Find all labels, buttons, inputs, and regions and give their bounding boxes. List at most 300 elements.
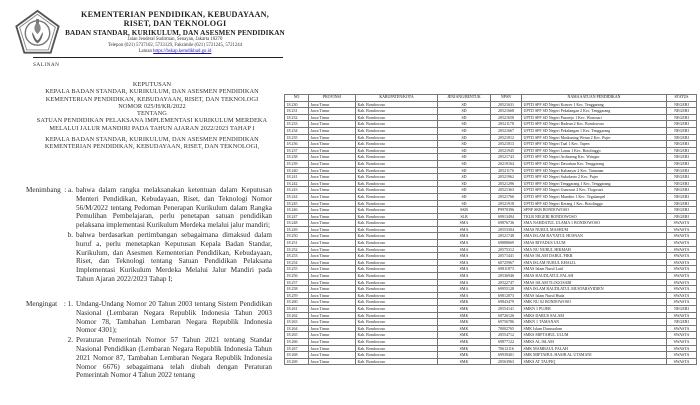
cell-provinsi: Jawa Timur bbox=[309, 167, 356, 174]
cell-status: SWASTA bbox=[667, 345, 697, 352]
tut-wuri-handayani-logo bbox=[14, 9, 61, 57]
cell-kabupaten: Kab. Bondowoso bbox=[356, 312, 438, 319]
table-row bbox=[285, 312, 697, 319]
item-marker: 2. bbox=[67, 336, 73, 345]
cell-jenjang: SMA bbox=[438, 240, 491, 247]
item-text: Peraturan Pemerintah Nomor 57 Tahun 2021 tentang Standar Nasional Pendidikan (Lembaran Negara Republik Indonesia Tahun 2021 Nomor 87, Tambahan Lembaran Negara Republik Indonesia Nomor 6676) sebagaimana telah diubah dengan Peraturan Pemerintah Nomor 4 Tahun 2022 tentang bbox=[76, 336, 272, 380]
agency-website-line bbox=[60, 49, 290, 55]
cell-status: NEGERI bbox=[667, 141, 697, 148]
cell-npsn: 20536946 bbox=[491, 273, 522, 280]
cell-status: NEGERI bbox=[667, 306, 697, 313]
cell-no: 18.245 bbox=[285, 200, 309, 207]
cell-jenjang: SMA bbox=[438, 246, 491, 253]
table-row bbox=[285, 253, 697, 260]
cell-provinsi: Jawa Timur bbox=[309, 259, 356, 266]
cell-jenjang: SD bbox=[438, 193, 491, 200]
cell-nama: TKLB NEGERI BONDOWOSO bbox=[522, 213, 667, 220]
cell-npsn: 20554141 bbox=[491, 306, 522, 313]
cell-npsn: 60725967 bbox=[491, 259, 522, 266]
cell-no: 18.232 bbox=[285, 114, 309, 121]
cell-no: 18.266 bbox=[285, 338, 309, 345]
cell-npsn: 20554712 bbox=[491, 332, 522, 339]
cell-nama: SMA ISLAM RAUDLATUL MUSTARSYIDIEN bbox=[522, 286, 667, 293]
table-row bbox=[285, 160, 697, 167]
cell-no: 18.234 bbox=[285, 127, 309, 134]
agency-address: Jalan Jenderal Sudirman, Senayan, Jakarta 10270 bbox=[127, 37, 223, 43]
decree-title-line: KEPUTUSAN bbox=[132, 81, 172, 88]
cell-status: NEGERI bbox=[667, 193, 697, 200]
table-row bbox=[285, 108, 697, 115]
item-text: bahwa dalam rangka melaksanakan ketentuan dalam Keputusan Menteri Pendidikan, Kebudayaan, Riset, dan Teknologi Nomor 56/M/2022 tentang Pedoman Penerapan Kurikulum dalam Rangka Pemulihan Pembelajaran, perlu penetapan satuan pendidikan pelaksana implementasi Kurikulum Merdeka melalui jalur mandiri; bbox=[76, 186, 272, 230]
menimbang-items bbox=[60, 186, 272, 285]
table-header-cell: PROVINSI bbox=[309, 95, 356, 102]
cell-provinsi: Jawa Timur bbox=[309, 108, 356, 115]
cell-provinsi: Jawa Timur bbox=[309, 306, 356, 313]
letterhead-divider bbox=[33, 57, 283, 58]
cell-kabupaten: Kab. Bondowoso bbox=[356, 299, 438, 306]
cell-status: NEGERI bbox=[667, 134, 697, 141]
decree-opening-line: KEMENTERIAN PENDIDIKAN, KEBUDAYAAN, RISET, DAN TEKNOLOGI, bbox=[44, 143, 260, 151]
cell-kabupaten: Kab. Bondowoso bbox=[356, 338, 438, 345]
cell-kabupaten: Kab. Bondowoso bbox=[356, 147, 438, 154]
table-row bbox=[285, 286, 697, 293]
cell-kabupaten: Kab. Bondowoso bbox=[356, 101, 438, 108]
cell-kabupaten: Kab. Bondowoso bbox=[356, 273, 438, 280]
cell-status: NEGERI bbox=[667, 213, 697, 220]
cell-npsn: 69888669 bbox=[491, 240, 522, 247]
cell-no: 18.243 bbox=[285, 187, 309, 194]
table-row bbox=[285, 306, 697, 313]
cell-provinsi: Jawa Timur bbox=[309, 121, 356, 128]
cell-jenjang: SMA bbox=[438, 259, 491, 266]
cell-npsn: 20521363 bbox=[491, 187, 522, 194]
cell-no: 18.236 bbox=[285, 141, 309, 148]
letterhead bbox=[60, 10, 290, 55]
cell-npsn: 20521658 bbox=[491, 114, 522, 121]
decree-title-line: KEPALA BADAN STANDAR, KURIKULUM, DAN ASESMEN PENDIDIKAN bbox=[45, 88, 259, 96]
cell-npsn: 20521812 bbox=[491, 134, 522, 141]
cell-kabupaten: Kab. Bondowoso bbox=[356, 174, 438, 181]
cell-no: 18.246 bbox=[285, 207, 309, 214]
cell-status: SWASTA bbox=[667, 352, 697, 359]
cell-status: SWASTA bbox=[667, 358, 697, 365]
cell-no: 18.251 bbox=[285, 240, 309, 247]
cell-no: 18.231 bbox=[285, 108, 309, 115]
cell-nama: UPTD SPF SD Negeri Kalianyar 2 Kec. Tamanan bbox=[522, 167, 667, 174]
cell-provinsi: Jawa Timur bbox=[309, 292, 356, 299]
cell-nama: SMK MIFTAHUL HASIB AL UTSMANI bbox=[522, 352, 667, 359]
cell-jenjang: SMK bbox=[438, 338, 491, 345]
table-row bbox=[285, 319, 697, 326]
cell-jenjang: SKB bbox=[438, 207, 491, 214]
cell-npsn: 20575312 bbox=[491, 246, 522, 253]
cell-status: NEGERI bbox=[667, 167, 697, 174]
cell-nama: SMAS ISLAM TLOGOSARI bbox=[522, 279, 667, 286]
cell-npsn: 20521668 bbox=[491, 108, 522, 115]
table-row bbox=[285, 154, 697, 161]
cell-jenjang: SMK bbox=[438, 352, 491, 359]
cell-jenjang: SD bbox=[438, 127, 491, 134]
cell-kabupaten: Kab. Bondowoso bbox=[356, 325, 438, 332]
cell-status: NEGERI bbox=[667, 319, 697, 326]
decree-title-line: NOMOR 025/H/KR/2022 bbox=[118, 102, 186, 110]
cell-status: SWASTA bbox=[667, 233, 697, 240]
cell-jenjang: SMK bbox=[438, 332, 491, 339]
cell-kabupaten: Kab. Bondowoso bbox=[356, 180, 438, 187]
cell-provinsi: Jawa Timur bbox=[309, 338, 356, 345]
cell-kabupaten: Kab. Bondowoso bbox=[356, 319, 438, 326]
cell-jenjang: SMA bbox=[438, 292, 491, 299]
cell-nama: UPTD SPF SD Negeri Pekalangan 1 Kec. Tenggarang bbox=[522, 127, 667, 134]
table-row bbox=[285, 292, 697, 299]
ministry-name-line1: KEMENTERIAN PENDIDIKAN, KEBUDAYAAN, bbox=[81, 10, 269, 19]
cell-provinsi: Jawa Timur bbox=[309, 114, 356, 121]
table-row bbox=[285, 246, 697, 253]
cell-status: SWASTA bbox=[667, 338, 697, 345]
cell-provinsi: Jawa Timur bbox=[309, 253, 356, 260]
attachment-table-page bbox=[284, 94, 696, 365]
mengingat-label: Mengingat bbox=[26, 300, 58, 308]
table-row bbox=[285, 147, 697, 154]
cell-npsn: 69939401 bbox=[491, 352, 522, 359]
salinan-label: SALINAN bbox=[33, 62, 60, 68]
cell-nama: SMA ISLAM RA'YATUL HUSNAN bbox=[522, 233, 667, 240]
cell-no: 18.258 bbox=[285, 286, 309, 293]
cell-npsn: 20521176 bbox=[491, 167, 522, 174]
website-link[interactable]: https://bskap.kemdikbud.go.id bbox=[153, 49, 212, 55]
table-row bbox=[285, 200, 697, 207]
cell-kabupaten: Kab. Bondowoso bbox=[356, 332, 438, 339]
cell-npsn: 20521813 bbox=[491, 141, 522, 148]
cell-npsn: 20219164 bbox=[491, 160, 522, 167]
cell-status: SWASTA bbox=[667, 325, 697, 332]
cell-kabupaten: Kab. Bondowoso bbox=[356, 207, 438, 214]
cell-jenjang: SD bbox=[438, 114, 491, 121]
cell-nama: SMKN 1 TAMANAN bbox=[522, 319, 667, 326]
table-row bbox=[285, 338, 697, 345]
cell-npsn: 20521945 bbox=[491, 147, 522, 154]
cell-kabupaten: Kab. Bondowoso bbox=[356, 127, 438, 134]
cell-npsn: 20563963 bbox=[491, 358, 522, 365]
cell-provinsi: Jawa Timur bbox=[309, 101, 356, 108]
cell-provinsi: Jawa Timur bbox=[309, 319, 356, 326]
cell-npsn: 20553304 bbox=[491, 226, 522, 233]
cell-no: 18.256 bbox=[285, 273, 309, 280]
cell-kabupaten: Kab. Bondowoso bbox=[356, 200, 438, 207]
cell-provinsi: Jawa Timur bbox=[309, 200, 356, 207]
cell-provinsi: Jawa Timur bbox=[309, 147, 356, 154]
cell-provinsi: Jawa Timur bbox=[309, 134, 356, 141]
cell-status: SWASTA bbox=[667, 312, 697, 319]
cell-status: NEGERI bbox=[667, 121, 697, 128]
mengingat-item bbox=[60, 336, 272, 380]
cell-provinsi: Jawa Timur bbox=[309, 193, 356, 200]
cell-kabupaten: Kab. Bondowoso bbox=[356, 233, 438, 240]
table-row bbox=[285, 101, 697, 108]
cell-jenjang: SMA bbox=[438, 226, 491, 233]
cell-jenjang: SMA bbox=[438, 220, 491, 227]
menimbang-section bbox=[26, 186, 272, 285]
cell-provinsi: Jawa Timur bbox=[309, 352, 356, 359]
cell-npsn: 20521743 bbox=[491, 154, 522, 161]
cell-kabupaten: Kab. Bondowoso bbox=[356, 286, 438, 293]
cell-no: 18.252 bbox=[285, 246, 309, 253]
cell-no: 18.233 bbox=[285, 121, 309, 128]
table-row bbox=[285, 180, 697, 187]
cell-no: 18.237 bbox=[285, 147, 309, 154]
table-row bbox=[285, 266, 697, 273]
table-row bbox=[285, 226, 697, 233]
cell-no: 18.241 bbox=[285, 174, 309, 181]
cell-provinsi: Jawa Timur bbox=[309, 358, 356, 365]
cell-kabupaten: Kab. Bondowoso bbox=[356, 226, 438, 233]
cell-no: 18.247 bbox=[285, 213, 309, 220]
cell-npsn: 20521631 bbox=[491, 101, 522, 108]
cell-no: 18.262 bbox=[285, 312, 309, 319]
cell-status: NEGERI bbox=[667, 200, 697, 207]
cell-no: 18.238 bbox=[285, 154, 309, 161]
cell-no: 18.239 bbox=[285, 160, 309, 167]
cell-no: 18.242 bbox=[285, 180, 309, 187]
table-row bbox=[285, 240, 697, 247]
cell-npsn: 69876736 bbox=[491, 220, 522, 227]
mengingat-items bbox=[60, 300, 272, 381]
cell-npsn: 69726126 bbox=[491, 312, 522, 319]
cell-status: SWASTA bbox=[667, 266, 697, 273]
table-body bbox=[285, 101, 697, 365]
cell-nama: UPTD SPF SD Negeri Maskuning Wetan 2 Kec. Pujer bbox=[522, 134, 667, 141]
cell-kabupaten: Kab. Bondowoso bbox=[356, 292, 438, 299]
cell-kabupaten: Kab. Bondowoso bbox=[356, 213, 438, 220]
cell-status: SWASTA bbox=[667, 332, 697, 339]
cell-provinsi: Jawa Timur bbox=[309, 332, 356, 339]
cell-nama: UPTD SPF SD Negeri Mandiro 1 Kec. Tegalampel bbox=[522, 193, 667, 200]
cell-status: NEGERI bbox=[667, 101, 697, 108]
table-row bbox=[285, 134, 697, 141]
cell-status: NEGERI bbox=[667, 147, 697, 154]
cell-nama: UPTD SPF SD Negeri Dawuhan Kec. Tenggarang bbox=[522, 160, 667, 167]
cell-npsn: 20521178 bbox=[491, 121, 522, 128]
cell-no: 18.250 bbox=[285, 233, 309, 240]
cell-provinsi: Jawa Timur bbox=[309, 174, 356, 181]
cell-kabupaten: Kab. Bondowoso bbox=[356, 141, 438, 148]
mengingat-section bbox=[26, 300, 272, 381]
cell-jenjang: SD bbox=[438, 121, 491, 128]
cell-status: SWASTA bbox=[667, 273, 697, 280]
cell-jenjang: SMA bbox=[438, 279, 491, 286]
cell-provinsi: Jawa Timur bbox=[309, 233, 356, 240]
cell-no: 18.235 bbox=[285, 134, 309, 141]
cell-jenjang: SMA bbox=[438, 253, 491, 260]
cell-no: 18.249 bbox=[285, 226, 309, 233]
cell-provinsi: Jawa Timur bbox=[309, 312, 356, 319]
table-row bbox=[285, 121, 697, 128]
cell-status: SWASTA bbox=[667, 253, 697, 260]
cell-npsn: 20521962 bbox=[491, 174, 522, 181]
cell-jenjang: SMA bbox=[438, 286, 491, 293]
cell-jenjang: SLB bbox=[438, 213, 491, 220]
table-row bbox=[285, 279, 697, 286]
cell-kabupaten: Kab. Bondowoso bbox=[356, 358, 438, 365]
cell-npsn: 70612116 bbox=[491, 345, 522, 352]
cell-jenjang: SD bbox=[438, 134, 491, 141]
cell-nama: SPNF SKB BONDOWOSO bbox=[522, 207, 667, 214]
cell-no: 18.244 bbox=[285, 193, 309, 200]
cell-nama: UPTD SPF SD Negeri Pekalangan 2 Kec. Tenggarang bbox=[522, 108, 667, 115]
cell-nama: SMK NU 02 BONDOWOSO bbox=[522, 299, 667, 306]
cell-npsn: 69811873 bbox=[491, 266, 522, 273]
cell-jenjang: SD bbox=[438, 200, 491, 207]
table-row bbox=[285, 358, 697, 365]
cell-status: NEGERI bbox=[667, 180, 697, 187]
cell-nama: UPTD SPF SD Negeri Lanas 1 Kec. Botolinggo bbox=[522, 147, 667, 154]
cell-jenjang: SD bbox=[438, 154, 491, 161]
cell-kabupaten: Kab. Bondowoso bbox=[356, 220, 438, 227]
decree-title-line: TENTANG bbox=[137, 110, 167, 118]
cell-npsn: 69812073 bbox=[491, 292, 522, 299]
cell-provinsi: Jawa Timur bbox=[309, 286, 356, 293]
cell-status: SWASTA bbox=[667, 240, 697, 247]
cell-jenjang: SMK bbox=[438, 325, 491, 332]
cell-nama: UPTD SPF SD Negeri Tenggarang 1 Kec. Tenggarang bbox=[522, 180, 667, 187]
table-row bbox=[285, 141, 697, 148]
cell-npsn: 20521918 bbox=[491, 200, 522, 207]
decree-title-line: KEMENTERIAN PENDIDIKAN, KEBUDAYAAN, RISET, DAN TEKNOLOGI bbox=[45, 95, 259, 103]
cell-nama: SMKS AL ISLAM bbox=[522, 338, 667, 345]
cell-jenjang: SMA bbox=[438, 273, 491, 280]
cell-jenjang: SD bbox=[438, 108, 491, 115]
cell-jenjang: SMK bbox=[438, 299, 491, 306]
cell-npsn: 70002765 bbox=[491, 325, 522, 332]
cell-nama: SMKS AT TAUFIQ bbox=[522, 358, 667, 365]
item-text: bahwa berdasarkan pertimbangan sebagaimana dimaksud dalam huruf a, perlu menetapkan Keputusan Kepala Badan Standar, Kurikulum, dan Asesmen Kementerian Pendidikan, Kebudayaan, Riset, dan Teknologi tentang Satuan Pendidikan Pelaksana Implementasi Kurikulum Merdeka Melalui Jalur Mandiri pada Tahun Ajaran 2022/2023 Tahap I; bbox=[76, 230, 272, 283]
cell-no: 18.257 bbox=[285, 279, 309, 286]
cell-status: SWASTA bbox=[667, 292, 697, 299]
cell-provinsi: Jawa Timur bbox=[309, 273, 356, 280]
table-header-cell: NO bbox=[285, 95, 309, 102]
cell-status: SWASTA bbox=[667, 279, 697, 286]
table-row bbox=[285, 213, 697, 220]
table-row bbox=[285, 259, 697, 266]
ministry-name-line2: RISET, DAN TEKNOLOGI bbox=[123, 19, 227, 29]
cell-npsn: P9970396 bbox=[491, 207, 522, 214]
table-row bbox=[285, 352, 697, 359]
cell-npsn: 20521296 bbox=[491, 180, 522, 187]
cell-status: SWASTA bbox=[667, 299, 697, 306]
cell-status: SWASTA bbox=[667, 286, 697, 293]
cell-status: SWASTA bbox=[667, 220, 697, 227]
cell-kabupaten: Kab. Bondowoso bbox=[356, 193, 438, 200]
cell-nama: UPTD SPF SD Negeri Badean 2 Kec. Bondowoso bbox=[522, 121, 667, 128]
cell-provinsi: Jawa Timur bbox=[309, 141, 356, 148]
cell-kabupaten: Kab. Bondowoso bbox=[356, 306, 438, 313]
cell-status: NEGERI bbox=[667, 108, 697, 115]
item-marker: : 1. bbox=[63, 300, 73, 308]
cell-status: NEGERI bbox=[667, 174, 697, 181]
table-row bbox=[285, 187, 697, 194]
cell-nama: UPTD SPF SD Negeri Kerang 1 Kec. Botolinggo bbox=[522, 200, 667, 207]
cell-jenjang: SD bbox=[438, 187, 491, 194]
cell-jenjang: SMK bbox=[438, 358, 491, 365]
cell-no: 18.268 bbox=[285, 352, 309, 359]
cell-no: 18.260 bbox=[285, 299, 309, 306]
cell-provinsi: Jawa Timur bbox=[309, 154, 356, 161]
cell-kabupaten: Kab. Bondowoso bbox=[356, 246, 438, 253]
table-row bbox=[285, 345, 697, 352]
cell-no: 18.230 bbox=[285, 101, 309, 108]
cell-npsn: 69955128 bbox=[491, 286, 522, 293]
cell-npsn: 69843479 bbox=[491, 299, 522, 306]
cell-no: 18.269 bbox=[285, 358, 309, 365]
table-header-row bbox=[285, 95, 697, 102]
cell-no: 18.265 bbox=[285, 332, 309, 339]
table-row bbox=[285, 207, 697, 214]
cell-no: 18.253 bbox=[285, 253, 309, 260]
cell-status: NEGERI bbox=[667, 154, 697, 161]
table-row bbox=[285, 325, 697, 332]
cell-provinsi: Jawa Timur bbox=[309, 213, 356, 220]
cell-no: 18.248 bbox=[285, 220, 309, 227]
cell-nama: UPTD SPF SD Negeri Sukokerto 2 Kec. Pujer bbox=[522, 174, 667, 181]
table-header-cell: STATUS bbox=[667, 95, 697, 102]
cell-kabupaten: Kab. Bondowoso bbox=[356, 240, 438, 247]
cell-provinsi: Jawa Timur bbox=[309, 325, 356, 332]
decree-title-line: SATUAN PENDIDIKAN PELAKSANA IMPLEMENTASI KURIKULUM MERDEKA bbox=[36, 117, 268, 125]
cell-provinsi: Jawa Timur bbox=[309, 279, 356, 286]
item-text: Undang-Undang Nomor 20 Tahun 2003 tentang Sistem Pendidikan Nasional (Lembaran Negara Republik Indonesia Tahun 2003 Nomor 78, Tambahan Lembaran Negara Republik Indonesia Nomor 4301); bbox=[76, 300, 272, 335]
cell-nama: UPTD SPF SD Negeri Ardisaeng Kec. Wringin bbox=[522, 154, 667, 161]
cell-provinsi: Jawa Timur bbox=[309, 127, 356, 134]
table-header-cell: NAMA SATUAN PENDIDIKAN bbox=[522, 95, 667, 102]
cell-nama: SMK MAMBAUL FALAH bbox=[522, 345, 667, 352]
cell-jenjang: SD bbox=[438, 174, 491, 181]
cell-nama: UPTD SPF SD Negeri Koncer 1 Kec. Tenggarang bbox=[522, 101, 667, 108]
cell-provinsi: Jawa Timur bbox=[309, 220, 356, 227]
cell-kabupaten: Kab. Bondowoso bbox=[356, 259, 438, 266]
cell-jenjang: SMK bbox=[438, 345, 491, 352]
cell-nama: SMAS Islam Nurul Huda bbox=[522, 292, 667, 299]
cell-no: 18.255 bbox=[285, 266, 309, 273]
cell-status: NEGERI bbox=[667, 114, 697, 121]
cell-jenjang: SMK bbox=[438, 306, 491, 313]
cell-provinsi: Jawa Timur bbox=[309, 266, 356, 273]
table-row bbox=[285, 167, 697, 174]
table-row bbox=[285, 193, 697, 200]
cell-status: SWASTA bbox=[667, 259, 697, 266]
mengingat-item bbox=[60, 300, 272, 335]
table-header-cell: KABUPATEN/KOTA bbox=[356, 95, 438, 102]
cell-status: NEGERI bbox=[667, 207, 697, 214]
menimbang-item bbox=[60, 231, 272, 284]
cell-jenjang: SD bbox=[438, 147, 491, 154]
cell-provinsi: Jawa Timur bbox=[309, 246, 356, 253]
item-marker: b. bbox=[67, 230, 73, 239]
decree-opening-line: KEPALA BADAN STANDAR, KURIKULUM, DAN ASESMEN PENDIDIKAN bbox=[45, 136, 259, 143]
cell-npsn: 20521766 bbox=[491, 193, 522, 200]
cell-no: 18.240 bbox=[285, 167, 309, 174]
cell-nama: SMK Islam Darussalam bbox=[522, 325, 667, 332]
cell-jenjang: SMK bbox=[438, 319, 491, 326]
cell-kabupaten: Kab. Bondowoso bbox=[356, 187, 438, 194]
cell-nama: SMKS DARUS SALAM bbox=[522, 312, 667, 319]
cell-kabupaten: Kab. Bondowoso bbox=[356, 160, 438, 167]
cell-jenjang: SMK bbox=[438, 312, 491, 319]
cell-no: 18.261 bbox=[285, 306, 309, 313]
table-row bbox=[285, 174, 697, 181]
decree-title bbox=[24, 81, 280, 132]
cell-nama: SMAS ISLAM DARUL FIKR bbox=[522, 253, 667, 260]
cell-nama: SMAS Islam Nurul Latif bbox=[522, 266, 667, 273]
